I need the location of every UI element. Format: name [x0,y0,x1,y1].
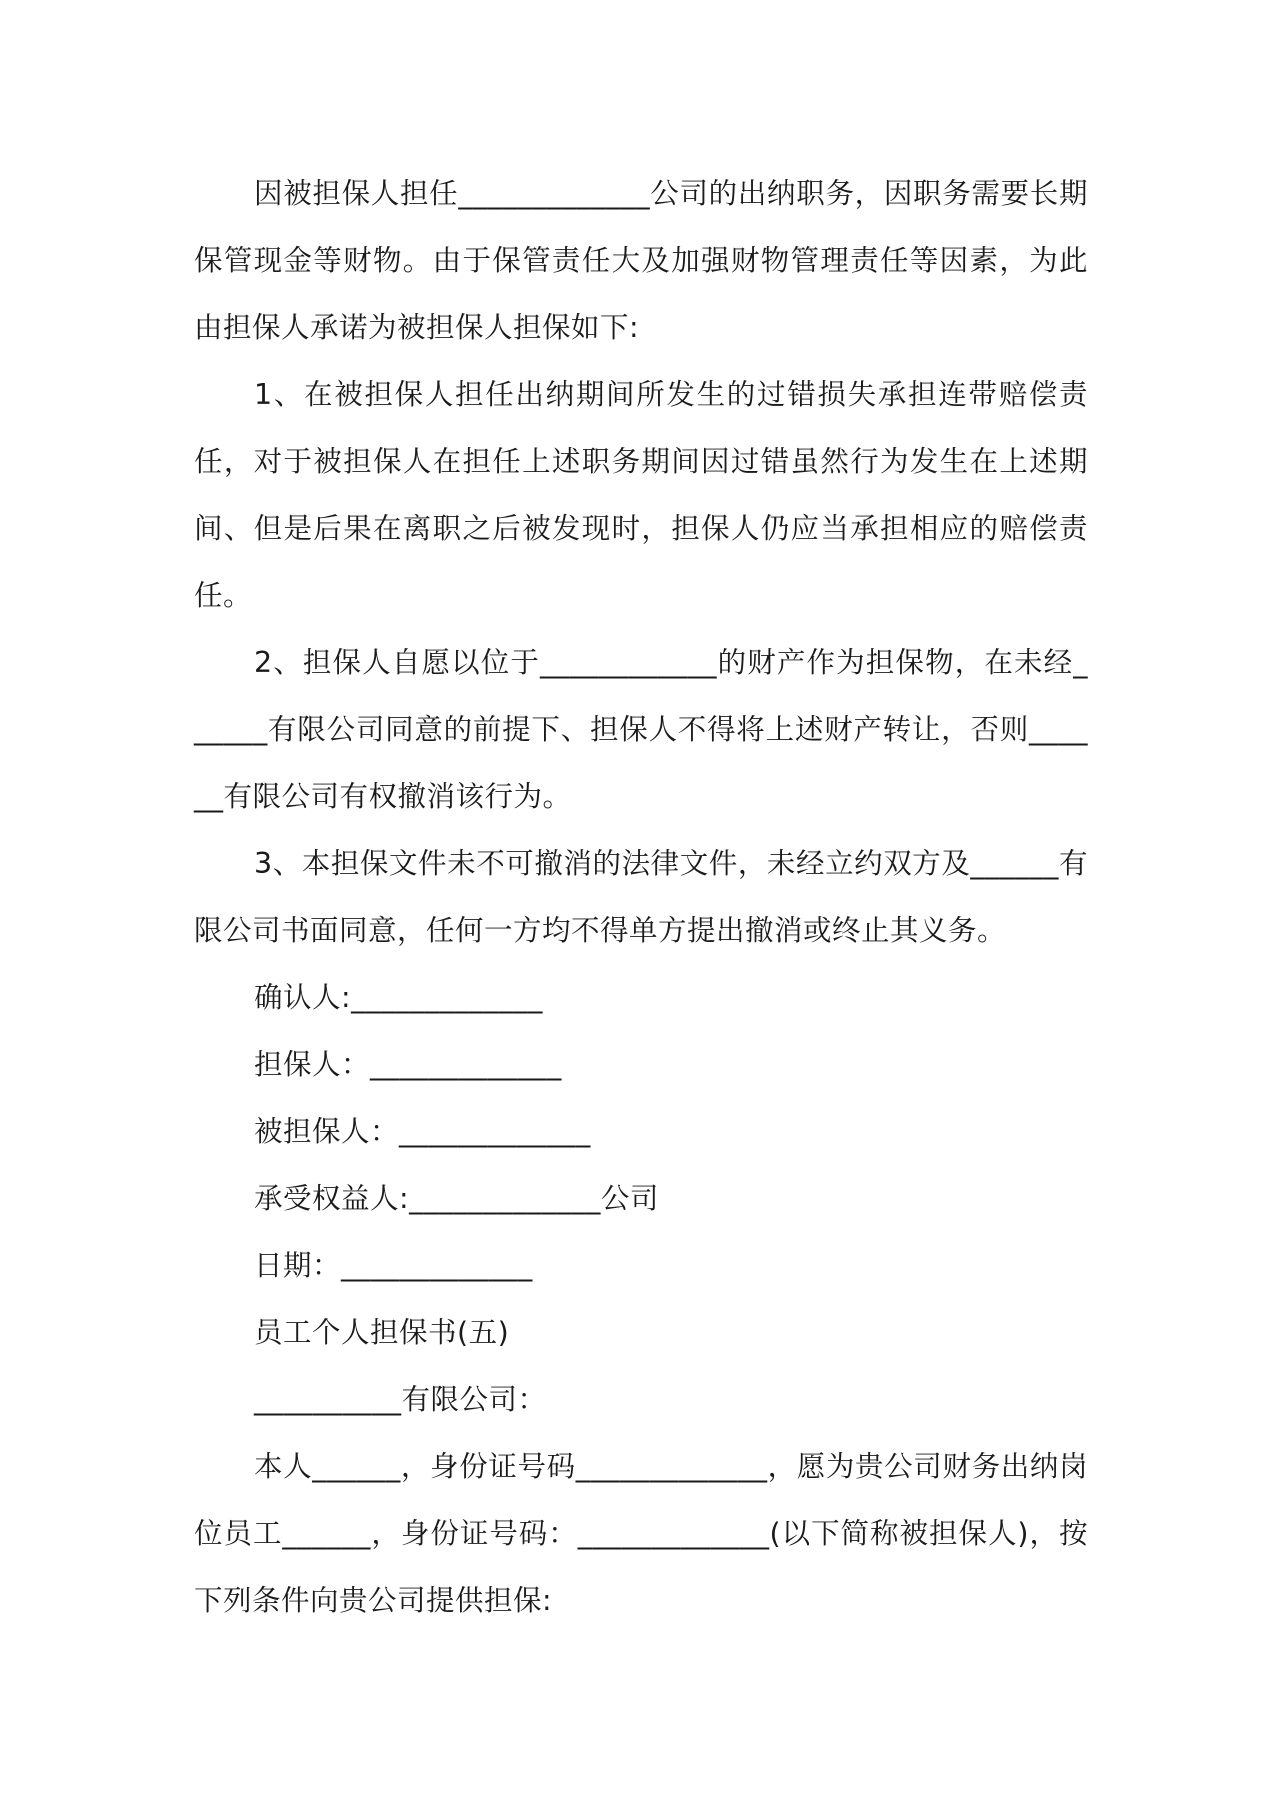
section-title: 员工个人担保书(五) [254,1316,510,1349]
confirmer-line: 确认人:_____________ [254,981,543,1014]
paragraph-intro: 因被担保人担任_____________公司的出纳职务，因职务需要长期保管现金等财物。由于保管责任大及加强财物管理责任等因素，为此由担保人承诺为被担保人担保如下: [194,177,1088,344]
guarantor-line: 担保人：_____________ [254,1048,562,1081]
document-page [194,160,1088,1634]
paragraph-guarantee-intro: 本人______，身份证号码_____________，愿为贵公司财务出纳岗位员工______，身份证号码：_____________(以下简称被担保人)，按下列条件向贵公司提供担保: [194,1450,1088,1617]
addressee-line: __________有限公司： [254,1383,547,1416]
beneficiary-line: 承受权益人:_____________公司 [254,1182,659,1215]
paragraph-clause-2: 2、担保人自愿以位于____________的财产作为担保物，在未经______有限公司同意的前提下、担保人不得将上述财产转让，否则______有限公司有权撤消该行为。 [194,646,1088,813]
guaranteed-line: 被担保人：_____________ [254,1115,591,1148]
date-line: 日期：_____________ [254,1249,533,1282]
paragraph-clause-3: 3、本担保文件未不可撤消的法律文件，未经立约双方及______有限公司书面同意，任何一方均不得单方提出撤消或终止其义务。 [194,847,1088,947]
paragraph-clause-1: 1、在被担保人担任出纳期间所发生的过错损失承担连带赔偿责任，对于被担保人在担任上述职务期间因过错虽然行为发生在上述期间、但是后果在离职之后被发现时，担保人仍应当承担相应的赔偿责任。 [194,378,1088,612]
